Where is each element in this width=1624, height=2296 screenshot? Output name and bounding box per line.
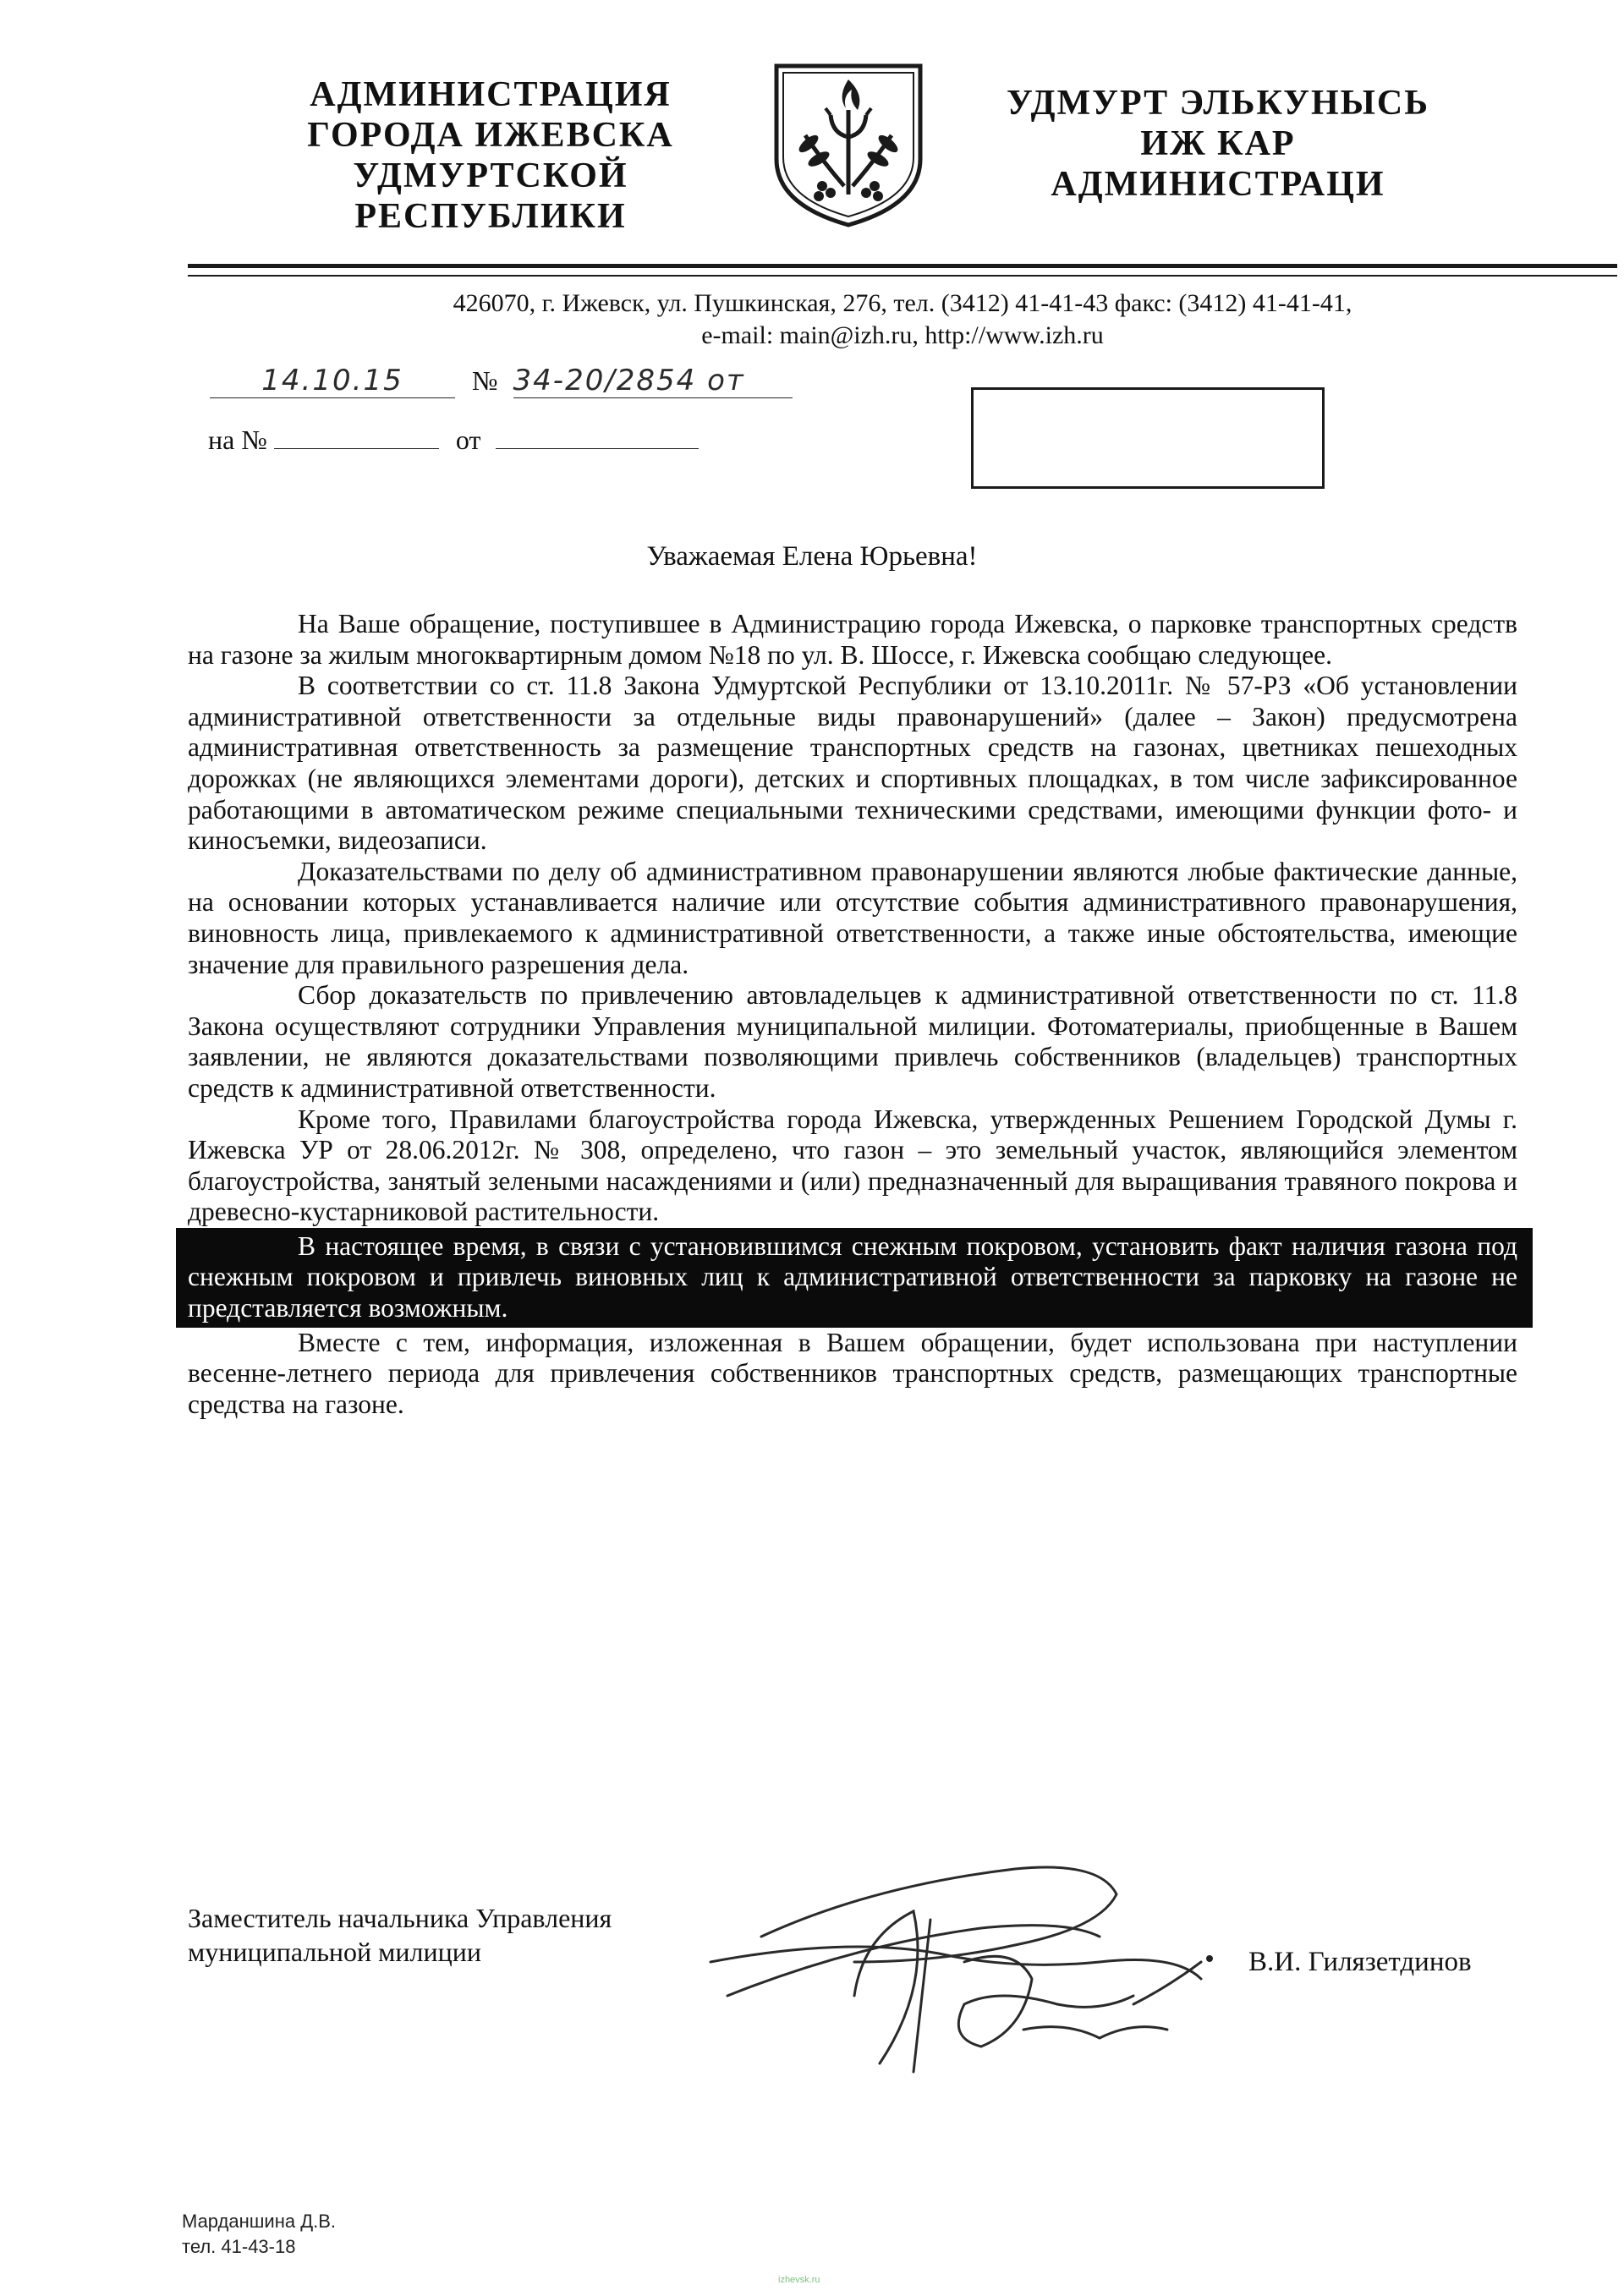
letter-body bbox=[188, 609, 1517, 1420]
city-coat-of-arms-icon bbox=[771, 59, 925, 228]
reply-date-field bbox=[496, 423, 699, 449]
executor-phone: тел. 41-43-18 bbox=[182, 2236, 296, 2257]
redacted-addressee-box bbox=[971, 387, 1325, 489]
reply-date-label: от bbox=[455, 425, 481, 455]
header-divider-thin bbox=[188, 275, 1617, 277]
body-paragraph: Доказательствами по делу об административном правонарушении являются любые фактические данные, на основании которых устанавливается наличие или отсутствие события административного правонарушения, виновность лица, привлекаемого к административной ответственности, а также иные обстоятельства, имеющие значение для правильного разрешения дела. bbox=[188, 856, 1517, 979]
org-name-line: АДМИНИСТРАЦИЯ bbox=[310, 75, 672, 114]
signatory-name: В.И. Гилязетдинов bbox=[1248, 1947, 1472, 1977]
address-line: 426070, г. Ижевск, ул. Пушкинская, 276, тел. (3412) 41-41-43 факс: (3412) 41-41-41, bbox=[453, 289, 1352, 317]
org-name-udmurt bbox=[964, 83, 1472, 205]
executor-name: Марданшина Д.В. bbox=[182, 2211, 336, 2232]
org-name-line: АДМИНИСТРАЦИ bbox=[1051, 165, 1385, 204]
source-watermark: izhevsk.ru bbox=[778, 2275, 820, 2285]
signatory-title-line: Заместитель начальника Управления bbox=[188, 1903, 612, 1933]
body-paragraph: В соответствии со ст. 11.8 Закона Удмуртской Республики от 13.10.2011г. № 57-РЗ «Об установлении административной ответственности за отдельные виды правонарушений» (далее – Закон) предусмотрена административная ответственность за размещение транспортных средств на газонах, цветниках пешеходных дорожках (не являющихся элементами дороги), детских и спортивных площадках, в том числе зафиксированное работающими в автоматическом режиме специальными техническими средствами, имеющими функции фото- и киносъемки, видеозаписи. bbox=[188, 671, 1517, 856]
body-paragraph: На Ваше обращение, поступившее в Администрацию города Ижевска, о парковке транспортных средств на газоне за жилым многоквартирным домом №18 по ул. В. Шоссе, г. Ижевска сообщаю следующее. bbox=[188, 609, 1517, 670]
body-paragraph: Кроме того, Правилами благоустройства города Ижевска, утвержденных Решением Городской Думы г. Ижевска УР от 28.06.2012г. № 308, определено, что газон – это земельный участок, являющийся элементом благоустройства, занятый зелеными насаждениями и (или) предназначенный для выращивания травяного покрова и древесно-кустарниковой растительности. bbox=[188, 1104, 1517, 1227]
number-label: № bbox=[472, 365, 498, 396]
letter-date: 14.10.15 bbox=[210, 364, 455, 398]
executor-info bbox=[182, 2209, 336, 2260]
incoming-reference bbox=[208, 423, 699, 457]
org-name-line: УДМУРТСКОЙ bbox=[353, 156, 628, 195]
org-name-line: УДМУРТ ЭЛЬКУНЫСЬ bbox=[1007, 84, 1429, 123]
reply-number-label: на № bbox=[208, 425, 267, 455]
org-name-line: ГОРОДА ИЖЕВСКА bbox=[307, 116, 674, 155]
org-address bbox=[188, 288, 1617, 352]
body-paragraph: Сбор доказательств по привлечению автовладельцев к административной ответственности по ст. 11.8 Закона осуществляют сотрудники Управления муниципальной милиции. Фотоматериалы, приобщенные в Вашем заявлении, не являются доказательствами позволяющими привлечь собственников (владельцев) транспортных средств к административной ответственности. bbox=[188, 980, 1517, 1103]
signature-dot bbox=[1206, 1955, 1213, 1962]
signatory-title-line: муниципальной милиции bbox=[188, 1937, 482, 1967]
handwritten-signature bbox=[660, 1835, 1269, 2089]
header-divider bbox=[188, 264, 1617, 268]
highlighted-paragraph: В настоящее время, в связи с установившимся снежным покровом, установить факт наличия газона под снежным покровом и привлечь виновных лиц к административной ответственности за парковку на газоне не представляется возможным. bbox=[176, 1228, 1533, 1328]
reply-number-field bbox=[274, 423, 439, 449]
signatory-title bbox=[188, 1901, 612, 1969]
org-name-line: РЕСПУБЛИКИ bbox=[354, 197, 627, 236]
salutation: Уважаемая Елена Юрьевна! bbox=[646, 541, 978, 572]
outgoing-registration bbox=[210, 364, 793, 398]
letter-number: 34-20/2854 от bbox=[513, 364, 793, 398]
org-name-line: ИЖ КАР bbox=[1140, 124, 1296, 163]
address-line: e-mail: main@izh.ru, http://www.izh.ru bbox=[701, 321, 1104, 349]
body-paragraph: Вместе с тем, информация, изложенная в Вашем обращении, будет использована при наступлении весенне-летнего периода для привлечения собственников транспортных средств, размещающих транспортные средства на газоне. bbox=[188, 1327, 1517, 1419]
org-name-russian bbox=[262, 74, 719, 237]
